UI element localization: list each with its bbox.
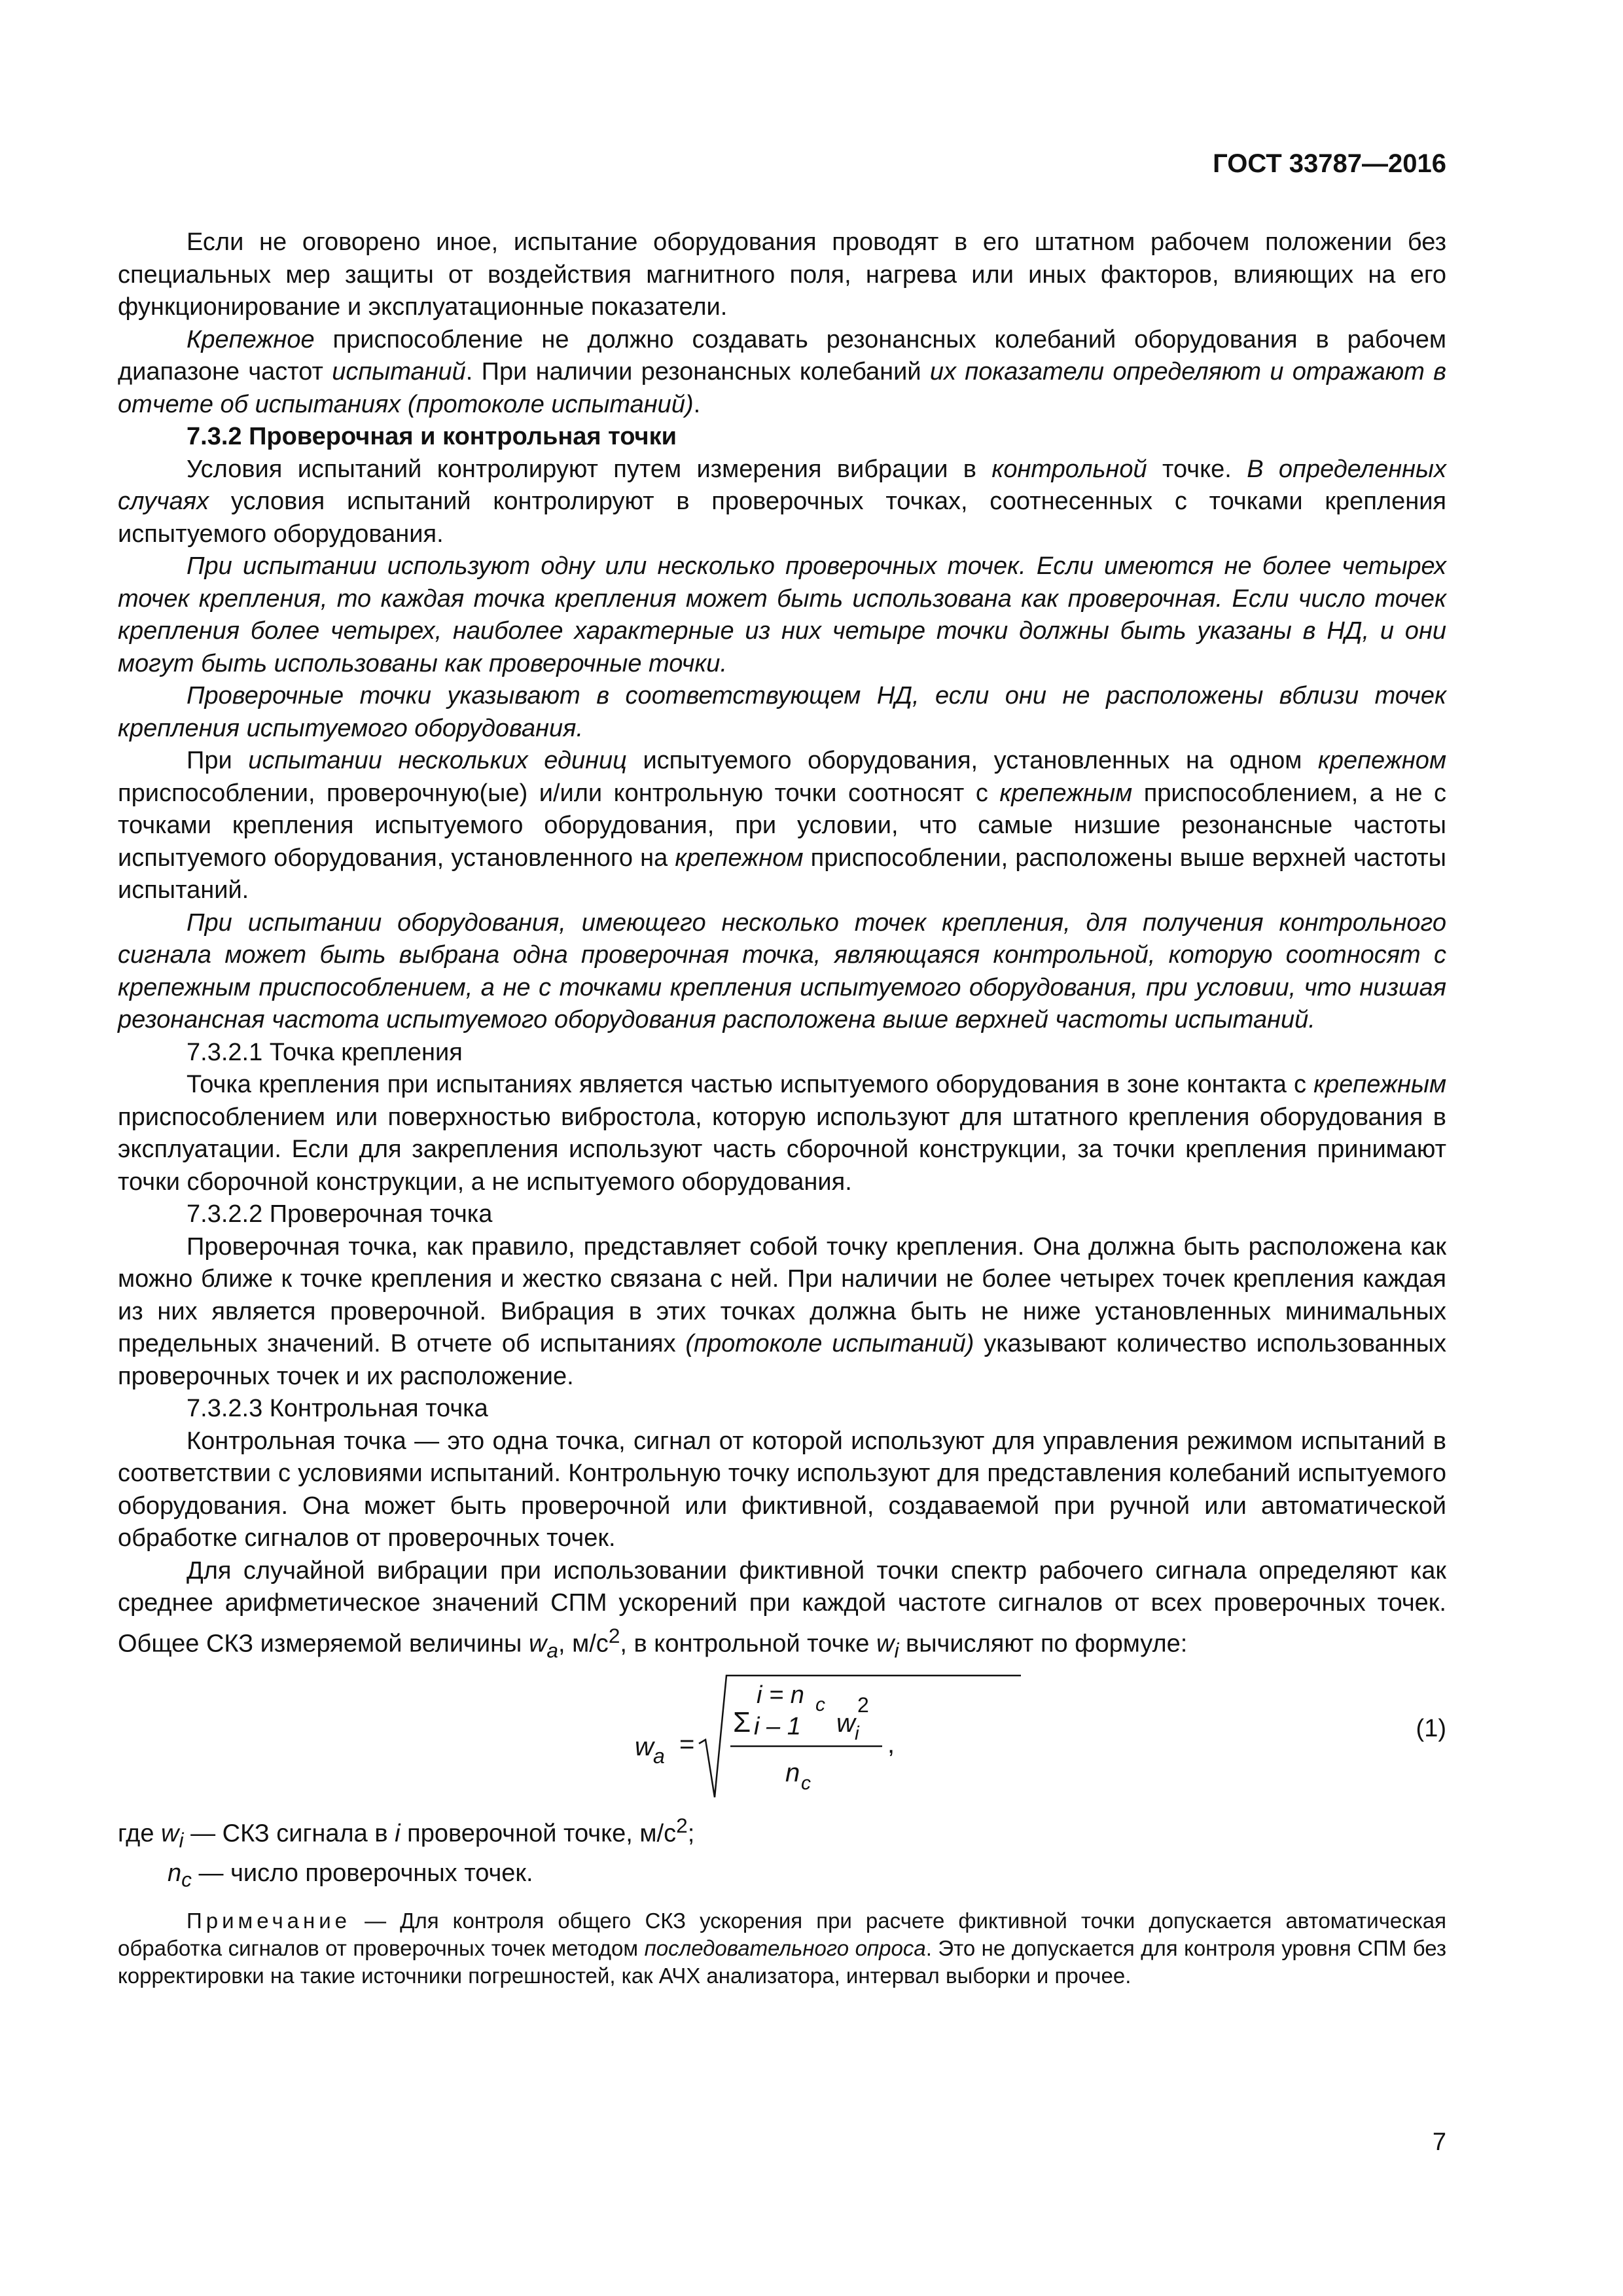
- formula-lhs-sub: a: [653, 1744, 665, 1768]
- formula-lhs: w: [635, 1732, 654, 1762]
- sum-upper-limit: i = n: [757, 1681, 804, 1710]
- superscript: 2: [676, 1814, 688, 1838]
- italic-text: крепежном: [1317, 747, 1446, 774]
- formula-1: [118, 1666, 1446, 1809]
- note-label: Примечание: [187, 1909, 351, 1933]
- text: Точка крепления при испытаниях является частью испытуемого оборудования в зоне контакта с: [187, 1071, 1314, 1098]
- formula-graphic: [628, 1666, 1047, 1809]
- paragraph: [118, 324, 1446, 422]
- sum-term-sup: 2: [857, 1693, 869, 1717]
- text: условия испытаний контролируют в проверочных точках, соотнесенных с точками крепления испытуемого оборудования.: [118, 488, 1446, 548]
- symbol: w: [161, 1820, 179, 1848]
- text: где: [118, 1820, 162, 1848]
- text: Условия испытаний контролируют путем измерения вибрации в: [187, 455, 992, 483]
- italic-text: i: [395, 1820, 401, 1848]
- sum-term: w: [836, 1709, 855, 1738]
- italic-text: В определенных случаях: [118, 455, 1447, 515]
- paragraph: [118, 1231, 1446, 1393]
- section-heading-7-3-2-3: 7.3.2.3 Контрольная точка: [187, 1395, 488, 1422]
- subscript: i: [179, 1828, 184, 1852]
- denominator: n: [785, 1759, 800, 1788]
- text: проверочной точке, м/с: [400, 1820, 677, 1848]
- paragraph: Если не оговорено иное, испытание оборудования проводят в его штатном рабочем положении без специальных мер защиты от воздействия магнитного поля, нагрева или иных факторов, влияющих на его функционирование и эксплуатационные показатели.: [118, 228, 1446, 321]
- text: Для случайной вибрации при использовании фиктивной точки спектр рабочего сигнала определяют как среднее арифметическое значений СПМ ускорений при каждой частоте сигналов от всех проверочных точек. Общее СКЗ измеряемой величины: [118, 1556, 1446, 1658]
- sum-lower-limit: i – 1: [754, 1713, 801, 1741]
- text: приспособлением, а не с точками крепления испытуемого оборудования, при условии, что самые низшие резонансные частоты испытуемого оборудования, установленного на: [118, 779, 1446, 872]
- paragraph: [118, 454, 1446, 551]
- italic-text: испытании нескольких единиц: [248, 747, 627, 774]
- text: точке.: [1147, 455, 1247, 483]
- note: [118, 1907, 1446, 1990]
- formula-equals: =: [679, 1730, 695, 1759]
- paragraph: [118, 907, 1446, 1037]
- italic-text: контрольной: [991, 455, 1147, 483]
- text: , м/с: [558, 1630, 609, 1658]
- symbol: n: [168, 1859, 182, 1887]
- text: вычисляют по формуле:: [899, 1630, 1188, 1658]
- text: приспособлением или поверхностью вибростола, которую используют для штатного крепления оборудования в эксплуатации. Если для закрепления используют часть сборочной конструкции, за точки крепления принимают точки сборочной конструкции, а не испытуемого оборудования.: [118, 1103, 1446, 1196]
- sigma-symbol: Σ: [733, 1706, 751, 1739]
- italic-text: испытаний: [332, 358, 466, 386]
- text: ;: [687, 1820, 695, 1848]
- text: приспособлении, проверочную(ые) и/или контрольную точки соотносят с: [118, 779, 1000, 807]
- sum-term-sub: i: [855, 1723, 859, 1745]
- paragraph: [118, 550, 1446, 680]
- italic-text: w: [876, 1630, 895, 1658]
- text: .: [693, 390, 701, 418]
- where-line-wi: [118, 1809, 1446, 1856]
- denominator-sub: c: [801, 1772, 811, 1795]
- document-page: [118, 0, 1446, 2296]
- text: Проверочная точка, как правило, представляет собой точку крепления. Она должна быть расположена как можно ближе к точке крепления и жестко связана с ней. При наличии не более четырех точек крепления каждая из них является проверочной. Вибрация в этих точках должна быть не ниже установленных минимальных предельных значений. В отчете об испытаниях: [118, 1232, 1446, 1357]
- italic-text: (протоколе испытаний): [685, 1330, 974, 1357]
- paragraph: [118, 745, 1446, 907]
- italic-text: Крепежное: [187, 325, 315, 353]
- formula-comma: ,: [887, 1730, 895, 1759]
- italic-text: w: [528, 1630, 547, 1658]
- paragraph: [118, 1555, 1446, 1667]
- paragraph: [118, 680, 1446, 745]
- document-body: [118, 226, 1446, 1990]
- sum-upper-limit-sub: c: [815, 1694, 825, 1716]
- superscript: 2: [608, 1623, 620, 1647]
- italic-text: крепежным: [999, 779, 1133, 807]
- paragraph: [118, 1069, 1446, 1198]
- standard-header: ГОСТ 33787—2016: [1213, 149, 1446, 178]
- italic-text: их показатели определяют и отражают в отчете об испытаниях (протоколе испытаний): [118, 358, 1446, 418]
- subscript: c: [181, 1867, 192, 1892]
- text: При: [187, 747, 249, 774]
- subscript: a: [546, 1638, 558, 1662]
- where-line-nc: [118, 1857, 1446, 1896]
- text: — Для контроля общего СКЗ ускорения при расчете фиктивной точки допускается автоматическая обработка сигналов от проверочных точек методом: [118, 1909, 1446, 1961]
- paragraph: Контрольная точка — это одна точка, сигнал от которой используют для управления режимом испытаний в соответствии с условиями испытаний. Контрольную точку используют для представления колебаний испытуемого оборудования. Она может быть проверочной или фиктивной, создаваемой при ручной или автоматической обработке сигналов от проверочных точек.: [118, 1427, 1446, 1552]
- text: — число проверочных точек.: [191, 1859, 533, 1887]
- italic-text: При испытании используют одну или несколько проверочных точек. Если имеются не более четырех точек крепления, то каждая точка крепления может быть использована как проверочная. Если число точек крепления более четырех, наиболее характерные из них четыре точки должны быть указаны в НД, и они могут быть использованы как проверочные точки.: [118, 552, 1446, 677]
- text: , в контрольной точке: [620, 1630, 876, 1658]
- section-heading-7-3-2-1: 7.3.2.1 Точка крепления: [187, 1038, 463, 1066]
- text: . Это не допускается для контроля уровня СПМ без корректировки на такие источники погрешностей, как АЧХ анализатора, интервал выборки и прочее.: [118, 1936, 1446, 1988]
- italic-text: крепежным: [1313, 1071, 1446, 1098]
- text: указывают количество использованных проверочных точек и их расположение.: [118, 1330, 1447, 1390]
- subscript: i: [894, 1638, 899, 1662]
- equation-number: (1): [1416, 1715, 1446, 1743]
- text: — СКЗ сигнала в: [183, 1820, 395, 1848]
- italic-text: При испытании оборудования, имеющего несколько точек крепления, для получения контрольного сигнала может быть выбрана одна проверочная точка, являющаяся контрольной, которую соотносят с крепежным приспособлением, а не с точками крепления испытуемого оборудования, при условии, что низшая резонансная частота испытуемого оборудования расположена выше верхней частоты испытаний.: [118, 908, 1446, 1033]
- text: испытуемого оборудования, установленных на одном: [626, 747, 1318, 774]
- italic-text: крепежном: [675, 844, 804, 872]
- text: приспособлении, расположены выше верхней частоты испытаний.: [118, 844, 1446, 904]
- section-heading-7-3-2: 7.3.2 Проверочная и контрольная точки: [187, 423, 677, 450]
- text: . При наличии резонансных колебаний: [465, 358, 930, 386]
- text: приспособление не должно создавать резонансных колебаний оборудования в рабочем диапазоне частот: [118, 325, 1446, 386]
- section-heading-7-3-2-2: 7.3.2.2 Проверочная точка: [187, 1200, 493, 1228]
- italic-text: Проверочные точки указывают в соответствующем НД, если они не расположены вблизи точек крепления испытуемого оборудования.: [118, 682, 1446, 742]
- page-number: 7: [1432, 2128, 1446, 2156]
- italic-text: последовательного опроса: [644, 1936, 926, 1961]
